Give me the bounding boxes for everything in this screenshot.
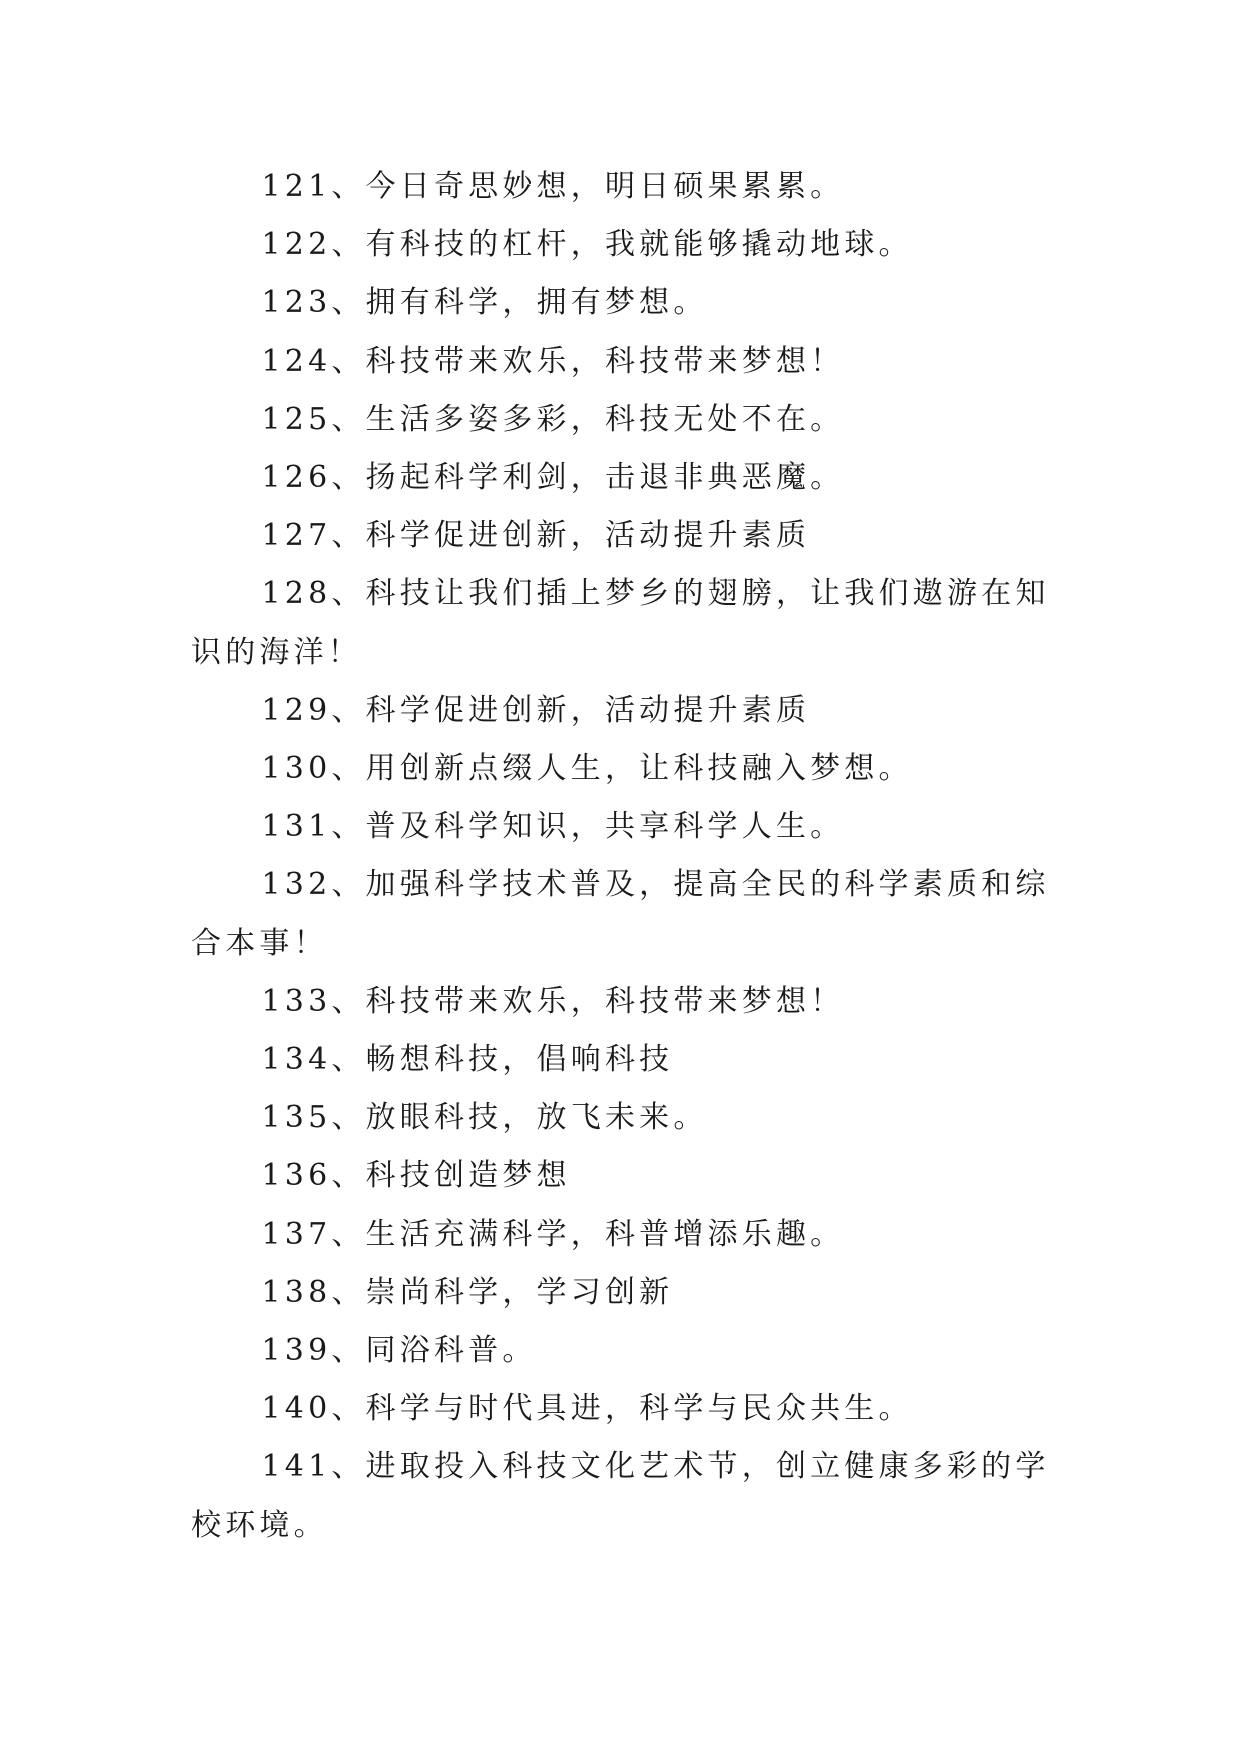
slogan-item: 132、加强科学技术普及，提高全民的科学素质和综合本事！ [191, 867, 1050, 961]
slogan-item: 123、拥有科学，拥有梦想。 [261, 285, 708, 321]
slogan-item: 138、崇尚科学，学习创新 [261, 1274, 674, 1310]
slogan-item: 122、有科技的杠杆，我就能够撬动地球。 [261, 227, 913, 263]
slogan-item: 139、同浴科普。 [261, 1333, 537, 1369]
slogan-item: 127、科学促进创新，活动提升素质 [261, 518, 811, 554]
slogan-item: 121、今日奇思妙想，明日硕果累累。 [261, 169, 845, 204]
slogan-item: 128、科技让我们插上梦乡的翅膀，让我们遨游在知识的海洋！ [191, 576, 1050, 670]
slogan-item: 141、进取投入科技文化艺术节，创立健康多彩的学校环境。 [191, 1449, 1050, 1543]
slogan-item: 135、放眼科技，放飞未来。 [261, 1100, 708, 1136]
slogan-item: 129、科学促进创新，活动提升素质 [261, 692, 811, 728]
slogan-item: 130、用创新点缀人生，让科技融入梦想。 [261, 751, 913, 787]
slogan-item: 137、生活充满科学，科普增添乐趣。 [261, 1216, 845, 1252]
slogan-item: 134、畅想科技，倡响科技 [261, 1042, 674, 1078]
slogan-list [191, 158, 1065, 1555]
slogan-item: 124、科技带来欢乐，科技带来梦想！ [261, 343, 845, 379]
slogan-item: 125、生活多姿多彩，科技无处不在。 [261, 401, 845, 437]
slogan-item: 136、科技创造梦想 [261, 1158, 571, 1194]
slogan-item: 140、科学与时代具进，科学与民众共生。 [261, 1391, 913, 1427]
slogan-item: 133、科技带来欢乐，科技带来梦想！ [261, 983, 845, 1019]
slogan-item: 126、扬起科学利剑，击退非典恶魔。 [261, 460, 845, 496]
slogan-item: 131、普及科学知识，共享科学人生。 [261, 809, 845, 845]
